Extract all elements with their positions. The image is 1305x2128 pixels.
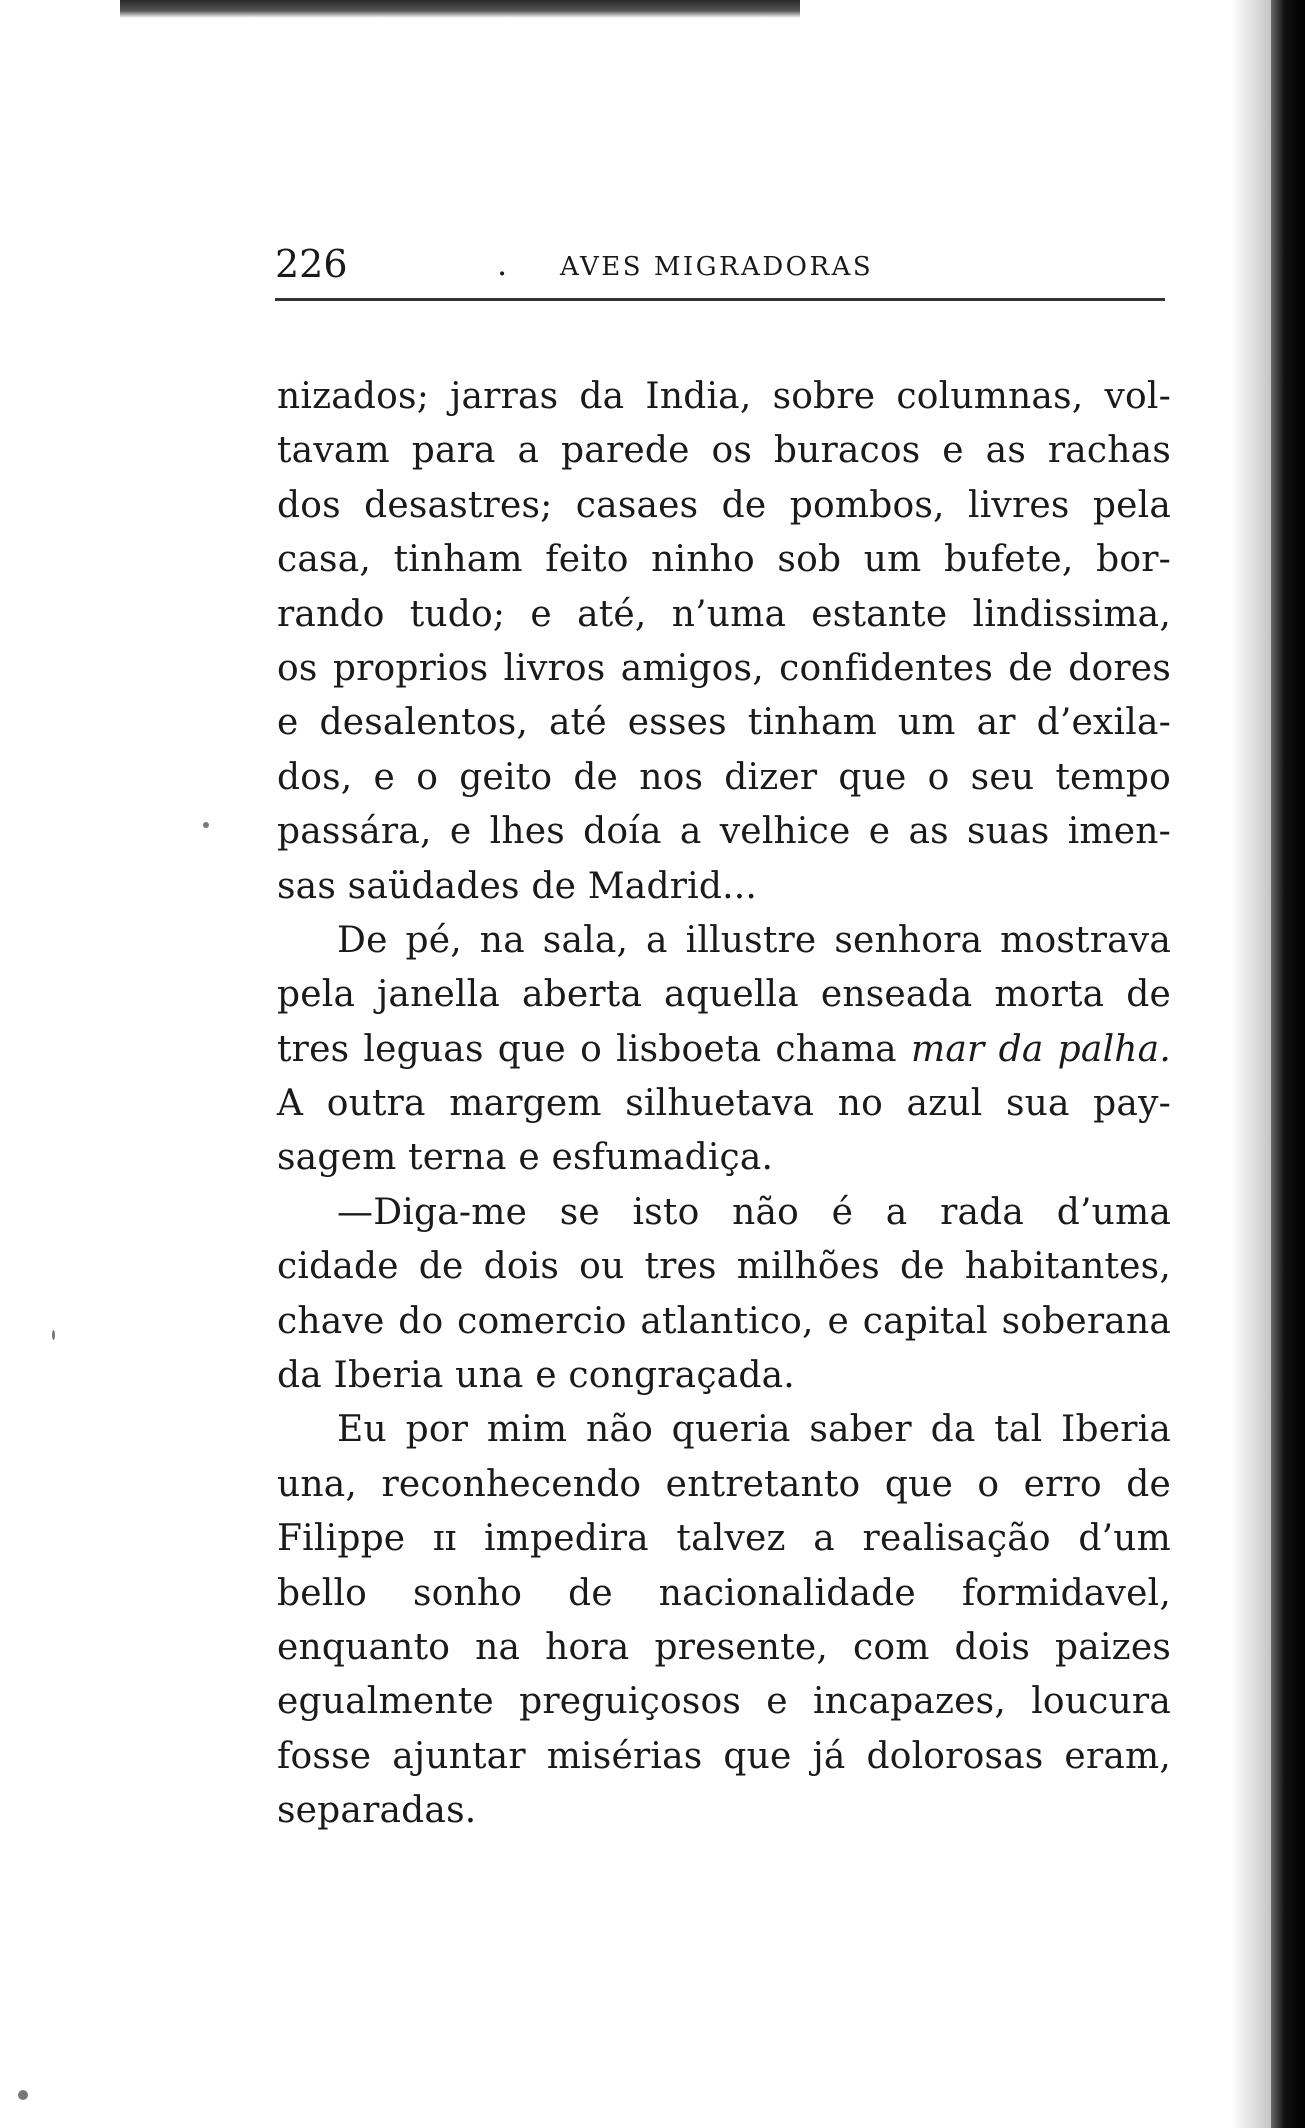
text-line: da Iberia una e congraçada. [277,1355,795,1397]
text-line: casa, tinham feito ninho sob um bufete, bor- [277,539,1171,581]
text-line: —Diga-me se isto não é a rada d’uma [337,1191,1171,1233]
scan-binding-shadow [1231,0,1271,2128]
text-line: separadas. [277,1790,477,1832]
header-dot: . [497,245,508,283]
text-line: A outra margem silhuetava no azul sua pay- [277,1083,1171,1125]
text-line: nizados; jarras da India, sobre columnas, vol- [277,376,1171,417]
text-line: Eu por mim não queria saber da tal Iberia [337,1409,1171,1451]
scan-speck [18,2090,28,2100]
page-number: 226 [275,242,348,286]
text-line: pela janella aberta aquella enseada morta de [277,974,1171,1016]
page-header [275,238,1165,298]
text-line: egualmente preguiçosos e incapazes, loucura [277,1681,1171,1723]
page-body [277,370,1171,1839]
text-line: enquanto na hora presente, com dois paizes [277,1626,1171,1668]
text-line: De pé, na sala, a illustre senhora mostrava [337,919,1171,961]
text-line: dos desastres; casaes de pombos, livres pela [277,484,1171,526]
italic-phrase: mar da palha. [911,1028,1171,1070]
text-line: chave do comercio atlantico, e capital soberana [277,1300,1171,1342]
text-run: tres leguas que o lisboeta chama [277,1028,911,1070]
text-line: e desalentos, até esses tinham um ar d’exila- [277,702,1171,744]
text-line: sagem terna e esfumadiça. [277,1137,774,1179]
text-line: dos, e o geito de nos dizer que o seu tempo [277,756,1171,798]
text-line: rando tudo; e até, n’uma estante lindissima, [277,593,1171,635]
scan-speck [52,1330,55,1340]
text-line: tavam para a parede os buracos e as rachas [277,430,1171,472]
header-rule [275,298,1165,301]
scan-top-edge [120,0,800,18]
text-line-mixed [277,1023,1171,1077]
text-line: Filippe ɪɪ impedira talvez a realisação d’um [277,1518,1171,1560]
running-title: AVES MIGRADORAS [560,252,874,282]
scan-right-edge [1271,0,1305,2128]
scan-speck [203,822,209,828]
text-line: fosse ajuntar misérias que já dolorosas eram, [277,1735,1171,1777]
text-line: passára, e lhes doía a velhice e as suas imen- [277,811,1171,853]
text-line: bello sonho de nacionalidade formidavel, [277,1572,1171,1614]
text-line: cidade de dois ou tres milhões de habitantes, [277,1246,1171,1288]
text-line: sas saüdades de Madrid... [277,865,758,907]
text-line: una, reconhecendo entretanto que o erro de [277,1463,1171,1505]
text-line: os proprios livros amigos, confidentes de dores [277,647,1171,689]
